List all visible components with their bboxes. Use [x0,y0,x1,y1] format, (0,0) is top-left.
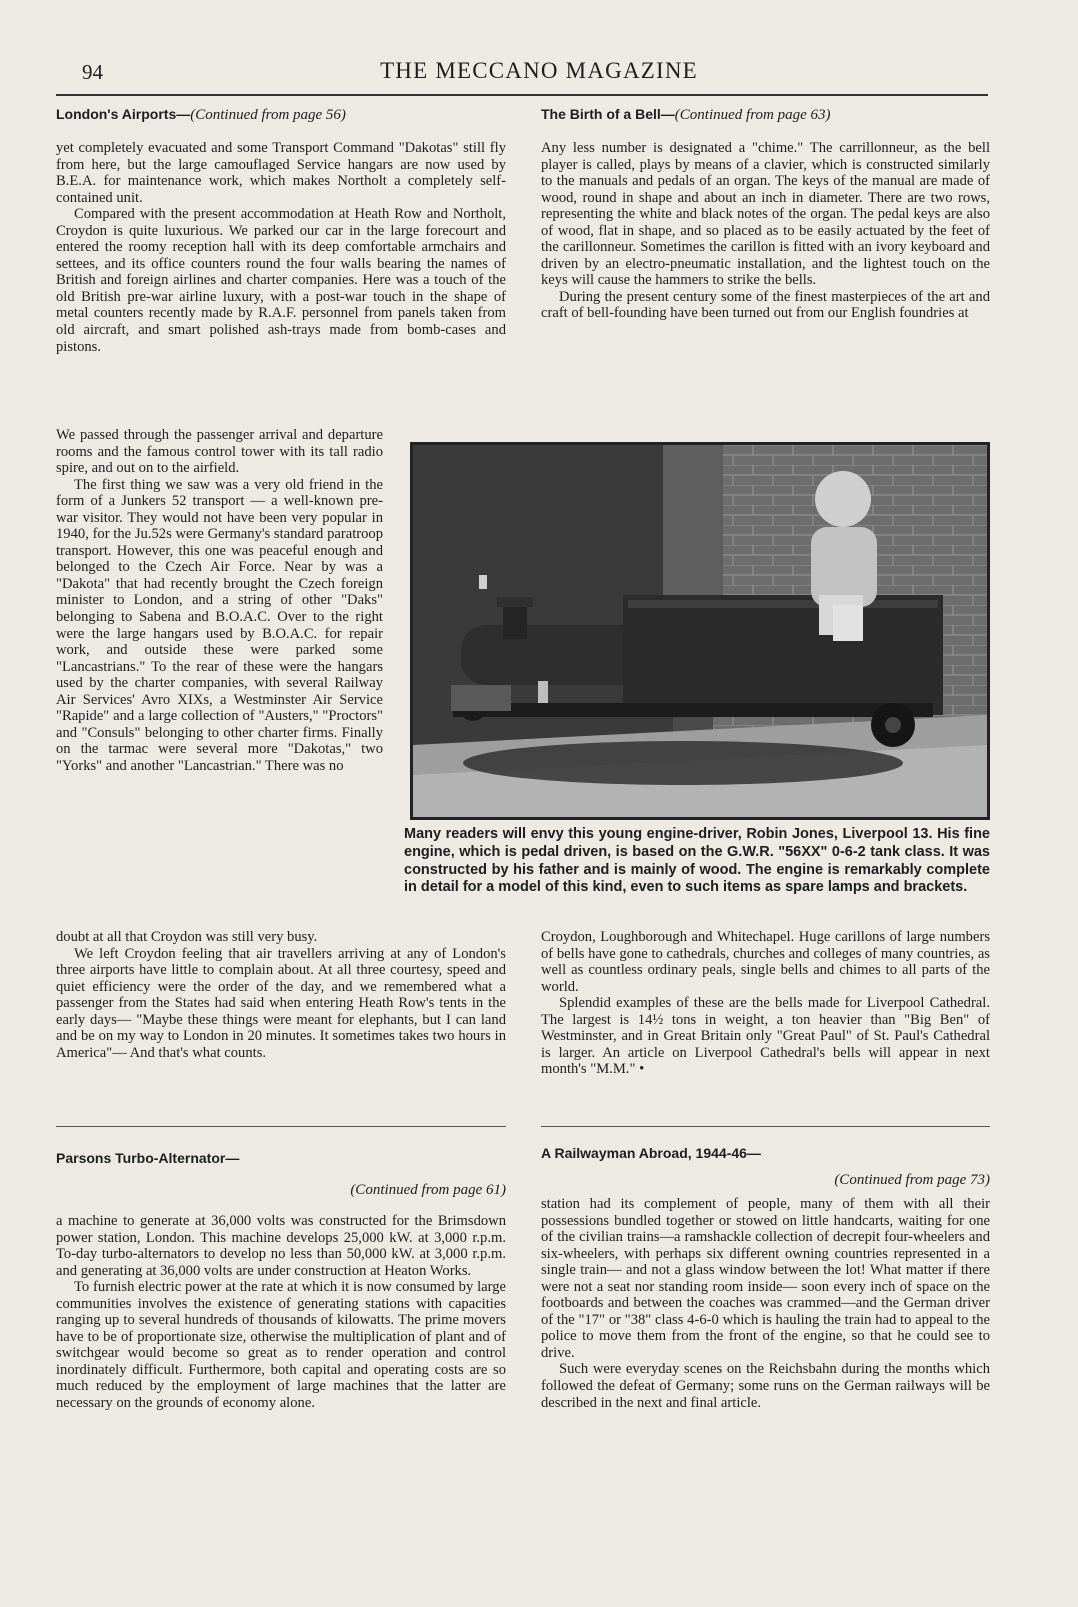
airports-paragraph-4: The first thing we saw was a very old friend in the form of a Junkers 52 transport — a well-known pre-war visitor. They would not have been very popular in 1940, for the Ju.52s were Germany's standard paratroop transport. However, this one was peaceful enough and belonged to the Czech Air Force. Near by was a "Dakota" that had recently brought the Czech foreign minister to London, and a string of other "Daks" belonging to Sabena and B.O.A.C. Over to the right were the large hangars used by B.O.A.C. for repair work, and outside these were parked some "Lancastrians." To the rear of these were the hangars used by the charter companies, with several Railway Air Services' Avro XIXs, a Westminster Air Service "Rapide" and a large collection of "Austers," "Proctors" and "Consuls" belonging to other charter firms. Finally on the tarmac were several more "Dakotas," two "Yorks" and another "Lancastrian." There was no [56,476,383,774]
parsons-text [56,1213,506,1412]
airports-paragraph-2: Compared with the present accommodation at Heath Row and Northolt, Croydon is quite luxurious. We parked our car in the large forecourt and entered the roomy reception hall with its deep comfortable armchairs and settees, and its office counters round the four walls bearing the names of British and foreign airlines and charter companies. Here was a touch of the old British pre-war airline luxury, with a post-war touch in the shape of metal counters recently made by R.A.F. personnel from panels taken from old aircraft, and smart polished ash-trays made from bomb-cases and pistons. [56,206,506,355]
section-rule-left [56,1126,506,1127]
airports-text-narrow [56,427,383,774]
airports-heading-title: London's Airports— [56,106,191,122]
airports-text-bottom [56,929,506,1061]
airports-text-top [56,140,506,355]
parsons-continued-note: (Continued from page 61) [350,1182,506,1198]
parsons-paragraph-2: To furnish electric power at the rate at which it is now consumed by large communities involves the existence of generating stations with capacities ranging up to several hundreds of thousands of kilowatts. The prime movers have to be of proportionate size, otherwise the multiplication of plant and of switchgear would become so great as to render operation and control inordinately difficult. Furthermore, both capital and operating costs are so much reduced by the employment of large machines that the latter are necessary on the grounds of economy alone. [56,1279,506,1412]
airports-paragraph-3: We passed through the passenger arrival and departure rooms and the famous control tower with its tall radio spire, and out on to the airfield. [56,427,383,477]
bell-heading-title: The Birth of a Bell— [541,106,675,122]
photo-caption: Many readers will envy this young engine-driver, Robin Jones, Liverpool 13. His fine engine, which is pedal driven, is based on the G.W.R. "56XX" 0-6-2 tank class. It was constructed by his father and is mainly of wood. The engine is remarkably complete in detail for a model of this kind, even to such items as spare lamps and brackets. [404,826,990,896]
bell-paragraph-3: Croydon, Loughborough and Whitechapel. Huge carillons of large numbers of bells have gone to cathedrals, churches and colleges of many countries, as well as countless ordinary peals, single bells and chimes to all parts of the world. [541,929,990,995]
bell-paragraph-2: During the present century some of the finest masterpieces of the art and craft of bell-founding have been turned out from our English foundries at [541,288,990,322]
airports-paragraph-1: yet completely evacuated and some Transport Command "Dakotas" still fly from here, but the large camouflaged Service hangars are now used by B.E.A. for maintenance work, which makes Northolt a completely self-contained unit. [56,140,506,206]
airports-paragraph-5: We left Croydon feeling that air travellers arriving at any of London's three airports have little to complain about. At all three courtesy, speed and quiet efficiency were the order of the day, and we remembered what a passenger from the States had said when entering Heath Row's tents in the early days— "Maybe these things were meant for elephants, but I can land and be on my way to London in 20 minutes. It sometimes takes two hours in America"— And that's what counts. [56,945,506,1061]
bell-heading [541,106,830,124]
bell-continued-note: (Continued from page 63) [674,107,831,123]
bell-paragraph-4: Splendid examples of these are the bells made for Liverpool Cathedral. The largest is 14½ tons in weight, a ton heavier than "Big Ben" of Westminster, and in Great Britain only "Great Paul" of St. Paul's Cathedral is larger. An article on Liverpool Cathedral's bells will appear in next month's "M.M." • [541,995,990,1078]
bell-text-bottom [541,929,990,1078]
railwayman-heading: A Railwayman Abroad, 1944-46— [541,1145,761,1161]
railwayman-continued-note: (Continued from page 73) [834,1172,990,1188]
locomotive-photo [410,442,990,820]
bell-paragraph-1: Any less number is designated a "chime." The carrillonneur, as the bell player is called, plays by means of a clavier, which is constructed similarly to the manuals and pedals of an organ. The keys of the manual are made of wood, round in shape and about an inch in diameter. There are two rows, representing the white and black notes of the organ. The pedal keys are also of wood, flat in shape, and so placed as to be easily actuated by the feet of the carillonneur. Sometimes the carillon is fitted with an ivory keyboard and driven by an electro-pneumatic installation, and the lightest touch on the keys will cause the hammers to strike the bells. [541,140,990,289]
railwayman-paragraph-2: Such were everyday scenes on the Reichsbahn during the months which followed the defeat of Germany; some runs on the German railways will be described in the next and final article. [541,1361,990,1411]
section-rule-right [541,1126,990,1127]
airports-continued-note: (Continued from page 56) [190,107,346,123]
locomotive-photo-image [413,445,987,817]
railwayman-text [541,1196,990,1411]
airports-paragraph-4-end: doubt at all that Croydon was still very busy. [56,929,318,945]
header-rule [56,94,988,96]
bell-text-top [541,140,990,322]
page-number: 94 [82,60,103,84]
magazine-title: THE MECCANO MAGAZINE [380,58,698,83]
parsons-heading: Parsons Turbo-Alternator— [56,1150,240,1166]
airports-heading [56,106,346,124]
railwayman-paragraph-1: station had its complement of people, many of them with all their possessions bundled together or stowed on little handcarts, waiting for one of the civilian trains—a ramshackle collection of decrepit four-wheelers and six-wheelers, with perhaps six different owning countries represented in a single train— and not a glass window between the lot! What matter if there were not a seat nor standing room inside— soon every inch of space on the footboards and between the coaches was crammed—and the German driver of the "17" or "38" class 4-6-0 which is hauling the train had to appeal to the police to move them from the front of the engine, so that he could see to drive. [541,1196,990,1361]
parsons-paragraph-1: a machine to generate at 36,000 volts was constructed for the Brimsdown power station, London. This machine develops 25,000 kW. at 3,000 r.p.m. To-day turbo-alternators to develop no less than 50,000 kW. at 3,000 r.p.m. and generating at 36,000 volts are under construction at Heaton Works. [56,1213,506,1279]
